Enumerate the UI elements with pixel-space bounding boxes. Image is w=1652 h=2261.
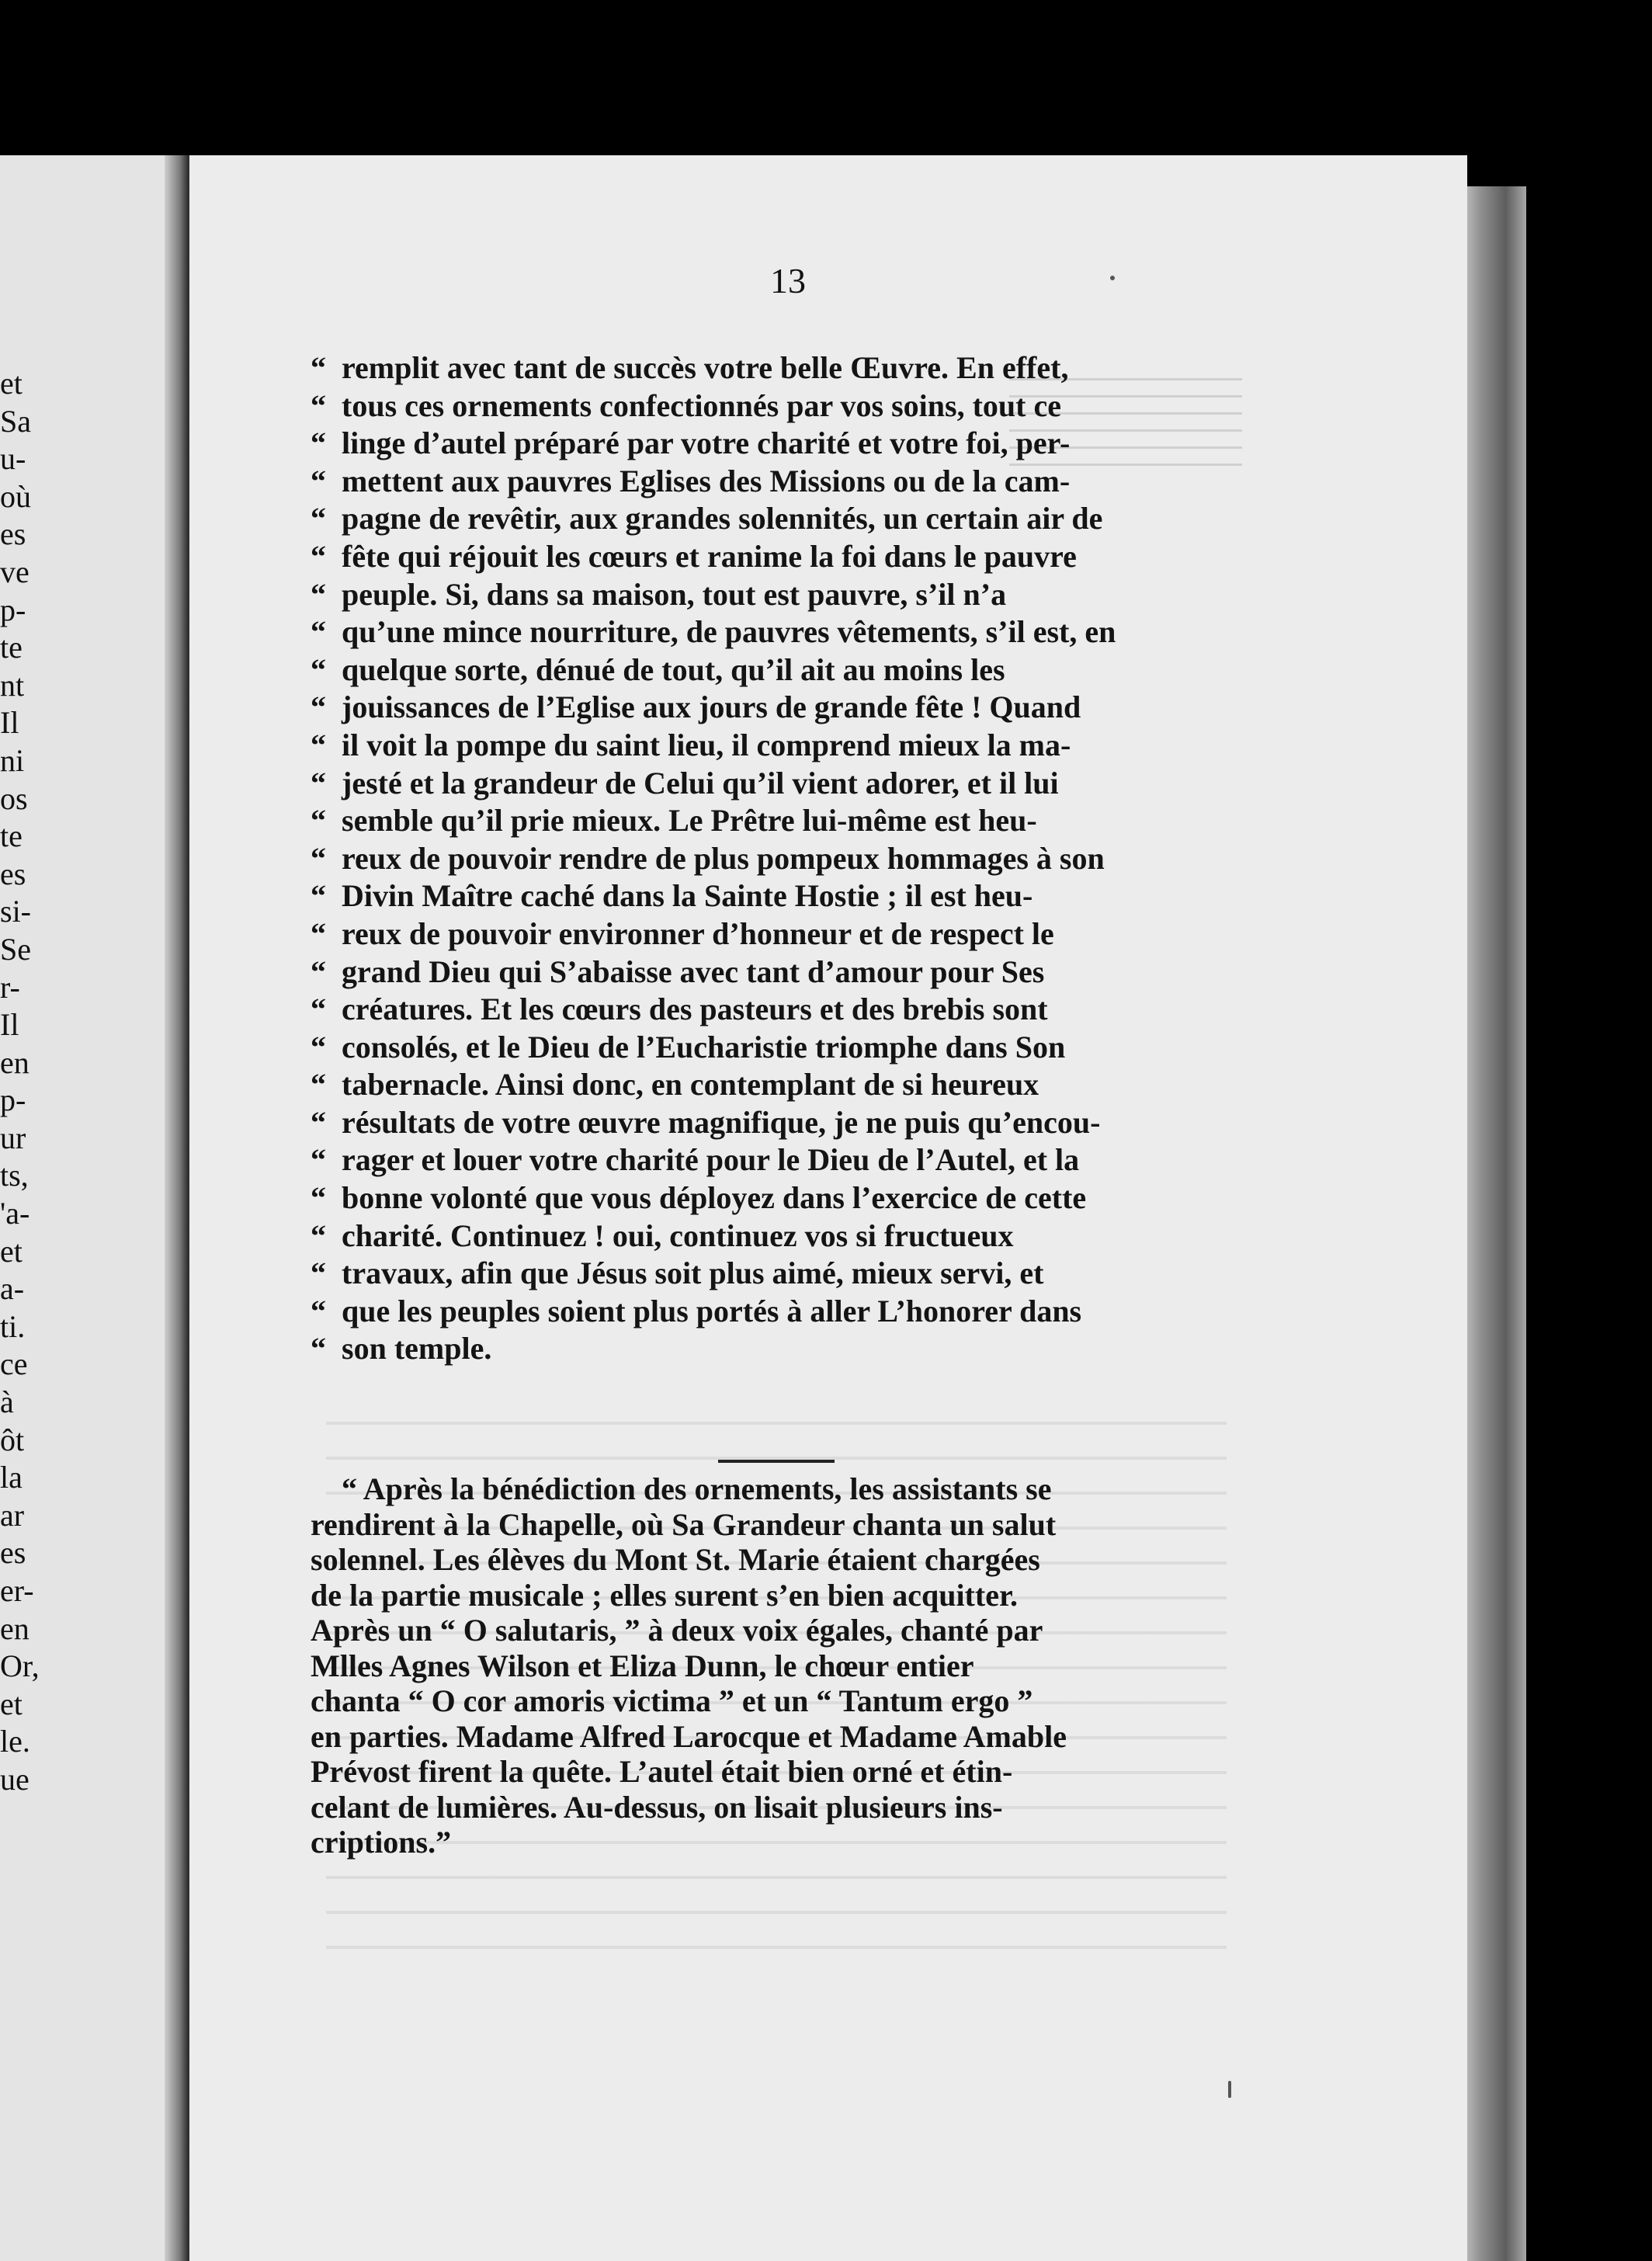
quote-mark: “: [311, 689, 326, 725]
margin-fragment: ur: [0, 1120, 26, 1155]
text-line: [311, 1293, 1230, 1331]
line-text: jesté et la grandeur de Celui qu’il vient adorer, et il lui: [342, 765, 1059, 801]
margin-fragment: et: [0, 1686, 23, 1721]
line-text: peuple. Si, dans sa maison, tout est pauvre, s’il n’a: [342, 576, 1007, 612]
line-text: rager et louer votre charité pour le Dieu de l’Autel, et la: [342, 1142, 1080, 1178]
text-line: Après un “ O salutaris, ” à deux voix égales, chanté par: [311, 1613, 1043, 1648]
margin-fragment: er-: [0, 1573, 34, 1608]
margin-fragment: à: [0, 1384, 14, 1420]
margin-fragment: es: [0, 516, 26, 552]
quote-mark: “: [311, 1180, 326, 1216]
margin-fragment: et: [0, 1233, 23, 1269]
line-text: mettent aux pauvres Eglises des Missions ou de la cam-: [342, 463, 1071, 498]
margin-fragment: es: [0, 856, 26, 891]
text-line: [311, 727, 1230, 765]
margin-fragment: Il: [0, 705, 19, 741]
quote-mark: “: [311, 992, 326, 1027]
line-text: charité. Continuez ! oui, continuez vos si fructueux: [342, 1217, 1014, 1253]
quote-mark: “: [311, 1331, 326, 1367]
quote-mark: “: [311, 1029, 326, 1065]
margin-fragment: p-: [0, 592, 26, 627]
quote-mark: “: [311, 1293, 326, 1328]
line-text: pagne de revêtir, aux grandes solennités, un certain air de: [342, 501, 1103, 537]
line-text: linge d’autel préparé par votre charité et votre foi, per-: [342, 425, 1071, 461]
quote-mark: “: [311, 915, 326, 951]
quote-mark: “: [311, 1256, 326, 1291]
text-line: solennel. Les élèves du Mont St. Marie étaient chargées: [311, 1542, 1040, 1577]
margin-fragment: si-: [0, 894, 31, 929]
text-line: [311, 425, 1230, 463]
text-line: [311, 576, 1230, 614]
line-text: quelque sorte, dénué de tout, qu’il ait au moins les: [342, 651, 1005, 687]
text-line: [311, 1104, 1230, 1142]
margin-fragment: r-: [0, 969, 20, 1005]
line-text: qu’une mince nourriture, de pauvres vêtements, s’il est, en: [342, 614, 1116, 650]
text-line: de la partie musicale ; elles surent s’en bien acquitter.: [311, 1577, 1019, 1613]
text-line: [311, 1179, 1230, 1217]
margin-fragment: ar: [0, 1497, 25, 1533]
line-text: il voit la pompe du saint lieu, il comprend mieux la ma-: [342, 727, 1071, 762]
margin-fragment: ts,: [0, 1158, 29, 1193]
text-line: “ Après la bénédiction des ornements, les assistants se: [342, 1471, 1052, 1506]
quote-mark: “: [311, 651, 326, 687]
text-line: [311, 1330, 1230, 1368]
line-text: bonne volonté que vous déployez dans l’exercice de cette: [342, 1180, 1087, 1216]
text-line: [311, 1066, 1230, 1104]
text-line: [311, 1217, 1230, 1256]
line-text: créatures. Et les cœurs des pasteurs et des brebis sont: [342, 992, 1048, 1027]
left-page-margin-text: [0, 365, 47, 1799]
body-paragraph: [311, 1471, 1230, 1860]
margin-fragment: ôt: [0, 1422, 25, 1457]
quote-mark: “: [311, 576, 326, 612]
margin-fragment: ni: [0, 742, 25, 778]
margin-fragment: la: [0, 1460, 23, 1495]
quote-mark: “: [311, 501, 326, 537]
text-line: [311, 802, 1230, 840]
quote-mark: “: [311, 1217, 326, 1253]
text-line: [311, 500, 1230, 538]
quote-mark: “: [311, 1104, 326, 1140]
quote-mark: “: [311, 727, 326, 762]
text-line: Mlles Agnes Wilson et Eliza Dunn, le chœur entier: [311, 1648, 974, 1683]
text-line: [311, 765, 1230, 803]
margin-fragment: u-: [0, 441, 26, 477]
line-text: remplit avec tant de succès votre belle Œuvre. En effet,: [342, 350, 1069, 385]
margin-fragment: a-: [0, 1271, 25, 1307]
margin-fragment: Sa: [0, 403, 31, 439]
section-divider: [718, 1460, 835, 1463]
line-text: semble qu’il prie mieux. Le Prêtre lui-même est heu-: [342, 803, 1037, 839]
line-text: tous ces ornements confectionnés par vos soins, tout ce: [342, 387, 1061, 423]
quote-mark: “: [311, 1067, 326, 1103]
line-text: résultats de votre œuvre magnifique, je ne puis qu’encou-: [342, 1104, 1101, 1140]
margin-fragment: ve: [0, 554, 30, 589]
book-edge: [1458, 186, 1526, 2261]
text-line: [311, 1029, 1230, 1067]
text-line: chanta “ O cor amoris victima ” et un “ Tantum ergo ”: [311, 1683, 1033, 1718]
margin-fragment: os: [0, 780, 28, 816]
speck: [1110, 276, 1115, 280]
quote-mark: “: [311, 614, 326, 650]
margin-fragment: et: [0, 366, 23, 401]
text-line: [311, 349, 1230, 387]
text-line: [311, 689, 1230, 727]
quote-mark: “: [311, 765, 326, 801]
margin-fragment: en: [0, 1610, 30, 1646]
text-line: celant de lumières. Au-dessus, on lisait plusieurs ins-: [311, 1789, 1003, 1825]
quote-mark: “: [311, 840, 326, 876]
line-text: grand Dieu qui S’abaisse avec tant d’amour pour Ses: [342, 953, 1045, 989]
line-text: consolés, et le Dieu de l’Eucharistie triomphe dans Son: [342, 1029, 1066, 1065]
margin-fragment: nt: [0, 667, 25, 703]
text-line: [311, 463, 1230, 501]
quote-mark: “: [311, 538, 326, 574]
quote-mark: “: [311, 387, 326, 423]
line-text: reux de pouvoir environner d’honneur et de respect le: [342, 915, 1054, 951]
margin-fragment: ce: [0, 1346, 28, 1382]
text-line: [311, 651, 1230, 689]
text-line: [311, 953, 1230, 992]
text-line: [311, 915, 1230, 953]
quoted-paragraph: [311, 349, 1230, 1368]
quote-mark: “: [311, 878, 326, 914]
text-line: [311, 877, 1230, 915]
line-text: reux de pouvoir rendre de plus pompeux hommages à son: [342, 840, 1105, 876]
margin-fragment: Or,: [0, 1648, 40, 1684]
text-line: Prévost firent la quête. L’autel était bien orné et étin-: [311, 1754, 1013, 1789]
text-line: [311, 538, 1230, 576]
margin-fragment: ti.: [0, 1308, 26, 1344]
margin-fragment: où: [0, 478, 31, 514]
text-line: criptions.”: [311, 1825, 452, 1860]
quote-mark: “: [311, 803, 326, 839]
line-text: jouissances de l’Eglise aux jours de grande fête ! Quand: [342, 689, 1081, 725]
line-text: son temple.: [342, 1331, 492, 1367]
text-line: [311, 991, 1230, 1029]
text-line: [311, 387, 1230, 425]
margin-fragment: Se: [0, 931, 31, 967]
quote-mark: “: [311, 953, 326, 989]
text-line: [311, 1141, 1230, 1179]
text-line: en parties. Madame Alfred Larocque et Madame Amable: [311, 1718, 1067, 1754]
margin-fragment: p-: [0, 1082, 26, 1118]
line-text: tabernacle. Ainsi donc, en contemplant de si heureux: [342, 1067, 1039, 1103]
margin-fragment: ue: [0, 1761, 30, 1797]
quote-mark: “: [311, 425, 326, 461]
margin-fragment: le.: [0, 1724, 30, 1759]
margin-fragment: es: [0, 1535, 26, 1571]
text-line: [311, 613, 1230, 651]
line-text: travaux, afin que Jésus soit plus aimé, mieux servi, et: [342, 1256, 1044, 1291]
margin-fragment: Il: [0, 1007, 19, 1043]
margin-fragment: te: [0, 630, 23, 665]
line-text: que les peuples soient plus portés à aller L’honorer dans: [342, 1293, 1082, 1328]
margin-fragment: te: [0, 818, 23, 854]
line-text: Divin Maître caché dans la Sainte Hostie ; il est heu-: [342, 878, 1033, 914]
line-text: fête qui réjouit les cœurs et ranime la foi dans le pauvre: [342, 538, 1077, 574]
margin-fragment: 'a-: [0, 1196, 30, 1231]
margin-fragment: en: [0, 1044, 30, 1080]
speck: [1228, 2081, 1231, 2098]
text-line: [311, 840, 1230, 878]
page-number: 13: [770, 261, 806, 300]
quote-mark: “: [311, 350, 326, 385]
text-line: rendirent à la Chapelle, où Sa Grandeur chanta un salut: [311, 1506, 1057, 1542]
quote-mark: “: [311, 1142, 326, 1178]
text-line: [311, 1255, 1230, 1293]
quote-mark: “: [311, 463, 326, 498]
